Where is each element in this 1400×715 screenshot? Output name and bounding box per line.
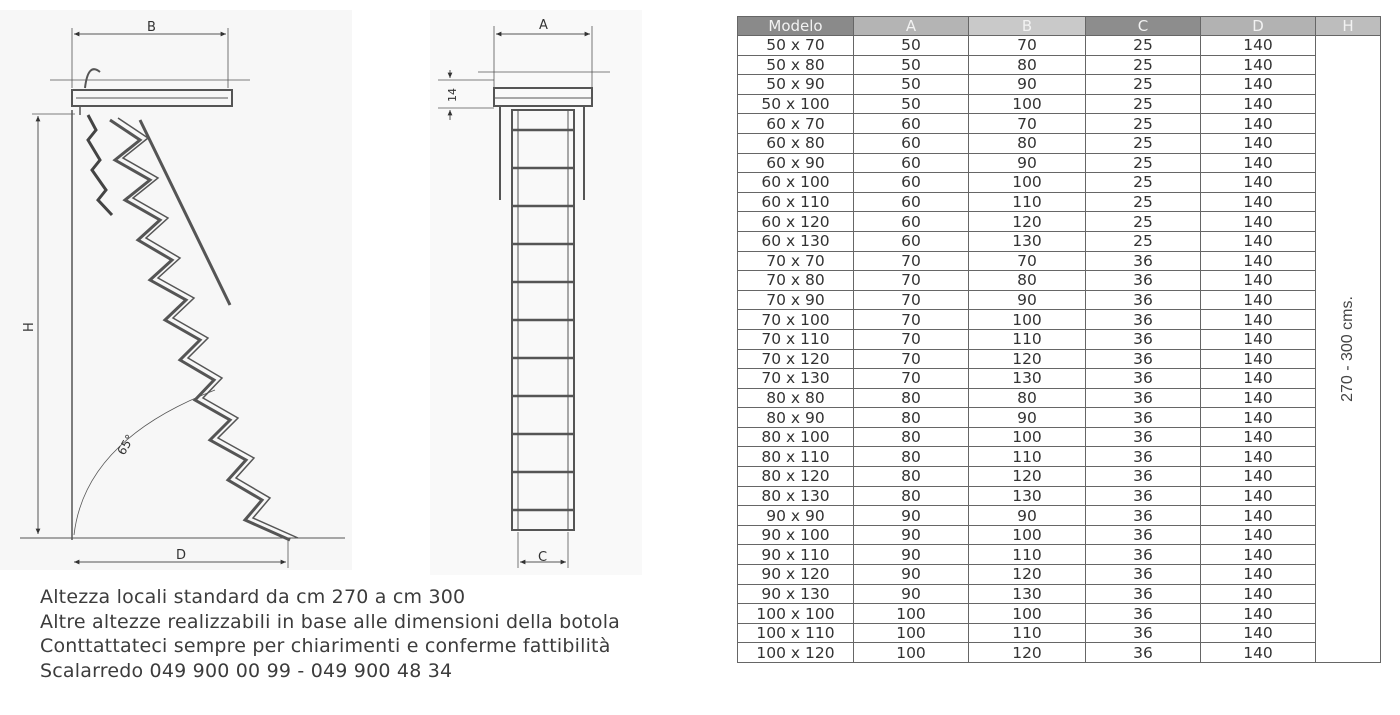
- cell-h-merged: [1316, 36, 1381, 663]
- cell-a: 70: [854, 329, 969, 349]
- cell-a: 90: [854, 525, 969, 545]
- cell-d: 140: [1201, 153, 1316, 173]
- cell-a: 80: [854, 408, 969, 428]
- cell-a: 70: [854, 251, 969, 271]
- cell-b: 70: [969, 114, 1086, 134]
- cell-a: 100: [854, 643, 969, 663]
- cell-b: 110: [969, 192, 1086, 212]
- cell-a: 80: [854, 388, 969, 408]
- cell-d: 140: [1201, 604, 1316, 624]
- cell-d: 140: [1201, 486, 1316, 506]
- cell-modelo: 70 x 110: [738, 329, 854, 349]
- cell-a: 80: [854, 447, 969, 467]
- cell-d: 140: [1201, 75, 1316, 95]
- table-row: [738, 75, 1381, 95]
- table-row: [738, 153, 1381, 173]
- cell-b: 70: [969, 251, 1086, 271]
- cell-a: 80: [854, 486, 969, 506]
- cell-b: 100: [969, 310, 1086, 330]
- cell-d: 140: [1201, 114, 1316, 134]
- table-row: [738, 525, 1381, 545]
- table-row: [738, 114, 1381, 134]
- header-modelo: Modelo: [738, 17, 854, 36]
- table-row: [738, 133, 1381, 153]
- cell-a: 80: [854, 467, 969, 487]
- cell-b: 90: [969, 75, 1086, 95]
- cell-modelo: 50 x 80: [738, 55, 854, 75]
- table-row: [738, 643, 1381, 663]
- header-d: D: [1201, 17, 1316, 36]
- cell-c: 25: [1086, 36, 1201, 56]
- cell-modelo: 70 x 130: [738, 369, 854, 389]
- header-h: H: [1316, 17, 1381, 36]
- cell-modelo: 70 x 120: [738, 349, 854, 369]
- table-row: [738, 604, 1381, 624]
- cell-d: 140: [1201, 408, 1316, 428]
- cell-a: 60: [854, 192, 969, 212]
- cell-d: 140: [1201, 349, 1316, 369]
- label-14: 14: [446, 88, 459, 102]
- cell-c: 36: [1086, 545, 1201, 565]
- table-row: [738, 310, 1381, 330]
- table-row: [738, 290, 1381, 310]
- cell-modelo: 50 x 70: [738, 36, 854, 56]
- table-row: [738, 584, 1381, 604]
- cell-a: 90: [854, 584, 969, 604]
- cell-d: 140: [1201, 643, 1316, 663]
- table-row: [738, 467, 1381, 487]
- table-row: [738, 545, 1381, 565]
- cell-b: 100: [969, 94, 1086, 114]
- cell-a: 60: [854, 133, 969, 153]
- cell-d: 140: [1201, 231, 1316, 251]
- cell-c: 36: [1086, 525, 1201, 545]
- cell-b: 70: [969, 36, 1086, 56]
- cell-c: 25: [1086, 55, 1201, 75]
- cell-b: 110: [969, 623, 1086, 643]
- notes-block: [40, 585, 620, 683]
- cell-c: 36: [1086, 604, 1201, 624]
- cell-b: 120: [969, 467, 1086, 487]
- cell-c: 36: [1086, 388, 1201, 408]
- cell-a: 90: [854, 565, 969, 585]
- cell-modelo: 50 x 90: [738, 75, 854, 95]
- cell-a: 70: [854, 290, 969, 310]
- cell-d: 140: [1201, 329, 1316, 349]
- table-row: [738, 506, 1381, 526]
- table-row: [738, 349, 1381, 369]
- header-a: A: [854, 17, 969, 36]
- cell-a: 60: [854, 114, 969, 134]
- cell-d: 140: [1201, 173, 1316, 193]
- cell-modelo: 60 x 120: [738, 212, 854, 232]
- cell-modelo: 60 x 130: [738, 231, 854, 251]
- cell-b: 100: [969, 427, 1086, 447]
- table-row: [738, 447, 1381, 467]
- cell-modelo: 80 x 130: [738, 486, 854, 506]
- cell-modelo: 100 x 110: [738, 623, 854, 643]
- cell-modelo: 90 x 90: [738, 506, 854, 526]
- table-row: [738, 427, 1381, 447]
- cell-a: 90: [854, 506, 969, 526]
- table-header-row: [738, 17, 1381, 36]
- cell-modelo: 60 x 90: [738, 153, 854, 173]
- cell-c: 36: [1086, 643, 1201, 663]
- cell-d: 140: [1201, 565, 1316, 585]
- cell-b: 100: [969, 173, 1086, 193]
- cell-c: 36: [1086, 506, 1201, 526]
- cell-modelo: 70 x 90: [738, 290, 854, 310]
- cell-d: 140: [1201, 525, 1316, 545]
- table-row: [738, 212, 1381, 232]
- cell-c: 36: [1086, 408, 1201, 428]
- cell-d: 140: [1201, 36, 1316, 56]
- label-a: A: [539, 18, 548, 33]
- cell-a: 70: [854, 369, 969, 389]
- cell-a: 70: [854, 271, 969, 291]
- cell-c: 36: [1086, 565, 1201, 585]
- cell-modelo: 70 x 80: [738, 271, 854, 291]
- cell-a: 90: [854, 545, 969, 565]
- table-row: [738, 36, 1381, 56]
- cell-a: 60: [854, 153, 969, 173]
- cell-d: 140: [1201, 447, 1316, 467]
- cell-b: 90: [969, 506, 1086, 526]
- label-d: D: [176, 548, 187, 563]
- cell-modelo: 70 x 100: [738, 310, 854, 330]
- cell-b: 120: [969, 643, 1086, 663]
- cell-d: 140: [1201, 212, 1316, 232]
- cell-a: 100: [854, 604, 969, 624]
- cell-b: 90: [969, 153, 1086, 173]
- cell-b: 130: [969, 584, 1086, 604]
- cell-b: 80: [969, 133, 1086, 153]
- models-table: [737, 16, 1381, 663]
- cell-c: 36: [1086, 349, 1201, 369]
- cell-d: 140: [1201, 133, 1316, 153]
- cell-modelo: 60 x 70: [738, 114, 854, 134]
- cell-c: 36: [1086, 486, 1201, 506]
- cell-a: 60: [854, 212, 969, 232]
- cell-modelo: 60 x 110: [738, 192, 854, 212]
- cell-c: 25: [1086, 153, 1201, 173]
- cell-d: 140: [1201, 251, 1316, 271]
- table-row: [738, 231, 1381, 251]
- cell-c: 36: [1086, 369, 1201, 389]
- cell-modelo: 60 x 80: [738, 133, 854, 153]
- cell-d: 140: [1201, 467, 1316, 487]
- cell-a: 100: [854, 623, 969, 643]
- header-c: C: [1086, 17, 1201, 36]
- cell-c: 25: [1086, 212, 1201, 232]
- cell-modelo: 50 x 100: [738, 94, 854, 114]
- cell-d: 140: [1201, 623, 1316, 643]
- cell-b: 80: [969, 55, 1086, 75]
- cell-c: 25: [1086, 192, 1201, 212]
- cell-c: 25: [1086, 173, 1201, 193]
- cell-modelo: 100 x 100: [738, 604, 854, 624]
- cell-modelo: 80 x 90: [738, 408, 854, 428]
- cell-c: 36: [1086, 310, 1201, 330]
- label-h: H: [22, 322, 37, 332]
- cell-modelo: 80 x 100: [738, 427, 854, 447]
- cell-d: 140: [1201, 427, 1316, 447]
- cell-c: 36: [1086, 427, 1201, 447]
- cell-b: 90: [969, 408, 1086, 428]
- cell-modelo: 80 x 80: [738, 388, 854, 408]
- cell-b: 100: [969, 604, 1086, 624]
- cell-a: 60: [854, 231, 969, 251]
- cell-c: 25: [1086, 114, 1201, 134]
- cell-d: 140: [1201, 506, 1316, 526]
- table-row: [738, 388, 1381, 408]
- cell-c: 25: [1086, 75, 1201, 95]
- cell-modelo: 90 x 130: [738, 584, 854, 604]
- cell-a: 50: [854, 75, 969, 95]
- cell-b: 130: [969, 369, 1086, 389]
- cell-modelo: 100 x 120: [738, 643, 854, 663]
- cell-c: 36: [1086, 447, 1201, 467]
- table-row: [738, 329, 1381, 349]
- cell-d: 140: [1201, 290, 1316, 310]
- cell-modelo: 90 x 120: [738, 565, 854, 585]
- table-row: [738, 94, 1381, 114]
- cell-c: 36: [1086, 584, 1201, 604]
- cell-b: 110: [969, 447, 1086, 467]
- cell-c: 25: [1086, 133, 1201, 153]
- cell-b: 120: [969, 565, 1086, 585]
- cell-b: 110: [969, 329, 1086, 349]
- cell-modelo: 80 x 120: [738, 467, 854, 487]
- table-row: [738, 173, 1381, 193]
- cell-a: 50: [854, 94, 969, 114]
- cell-a: 70: [854, 349, 969, 369]
- cell-modelo: 70 x 70: [738, 251, 854, 271]
- cell-b: 120: [969, 212, 1086, 232]
- cell-c: 36: [1086, 329, 1201, 349]
- cell-b: 120: [969, 349, 1086, 369]
- h-value-label: 270 - 300 cms.: [1339, 296, 1356, 402]
- note-line: Altezza locali standard da cm 270 a cm 300: [40, 586, 466, 608]
- table-row: [738, 192, 1381, 212]
- label-b: B: [147, 20, 156, 35]
- cell-b: 90: [969, 290, 1086, 310]
- cell-d: 140: [1201, 369, 1316, 389]
- cell-c: 25: [1086, 94, 1201, 114]
- cell-b: 80: [969, 388, 1086, 408]
- cell-b: 100: [969, 525, 1086, 545]
- ladder-technical-drawing: [0, 0, 720, 580]
- cell-d: 140: [1201, 388, 1316, 408]
- cell-a: 60: [854, 173, 969, 193]
- note-line: Conttattateci sempre per chiarimenti e conferme fattibilità: [40, 635, 611, 657]
- cell-d: 140: [1201, 271, 1316, 291]
- cell-c: 36: [1086, 290, 1201, 310]
- table-row: [738, 55, 1381, 75]
- cell-c: 36: [1086, 271, 1201, 291]
- table-row: [738, 486, 1381, 506]
- label-angle: 65°: [114, 432, 138, 458]
- cell-c: 25: [1086, 231, 1201, 251]
- cell-d: 140: [1201, 94, 1316, 114]
- cell-c: 36: [1086, 623, 1201, 643]
- cell-d: 140: [1201, 55, 1316, 75]
- note-line: Altre altezze realizzabili in base alle dimensioni della botola: [40, 610, 621, 633]
- table-row: [738, 369, 1381, 389]
- cell-a: 70: [854, 310, 969, 330]
- cell-b: 130: [969, 231, 1086, 251]
- cell-modelo: 90 x 110: [738, 545, 854, 565]
- cell-d: 140: [1201, 310, 1316, 330]
- note-line: Scalarredo 049 900 00 99 - 049 900 48 34: [40, 659, 453, 682]
- cell-modelo: 60 x 100: [738, 173, 854, 193]
- table-row: [738, 623, 1381, 643]
- table-row: [738, 565, 1381, 585]
- cell-d: 140: [1201, 192, 1316, 212]
- header-b: B: [969, 17, 1086, 36]
- cell-c: 36: [1086, 251, 1201, 271]
- cell-modelo: 80 x 110: [738, 447, 854, 467]
- cell-modelo: 90 x 100: [738, 525, 854, 545]
- cell-a: 50: [854, 36, 969, 56]
- cell-b: 110: [969, 545, 1086, 565]
- cell-b: 130: [969, 486, 1086, 506]
- cell-d: 140: [1201, 545, 1316, 565]
- cell-a: 80: [854, 427, 969, 447]
- cell-a: 50: [854, 55, 969, 75]
- cell-b: 80: [969, 271, 1086, 291]
- cell-c: 36: [1086, 467, 1201, 487]
- table-row: [738, 271, 1381, 291]
- table-row: [738, 408, 1381, 428]
- cell-d: 140: [1201, 584, 1316, 604]
- table-row: [738, 251, 1381, 271]
- label-c: C: [538, 550, 548, 565]
